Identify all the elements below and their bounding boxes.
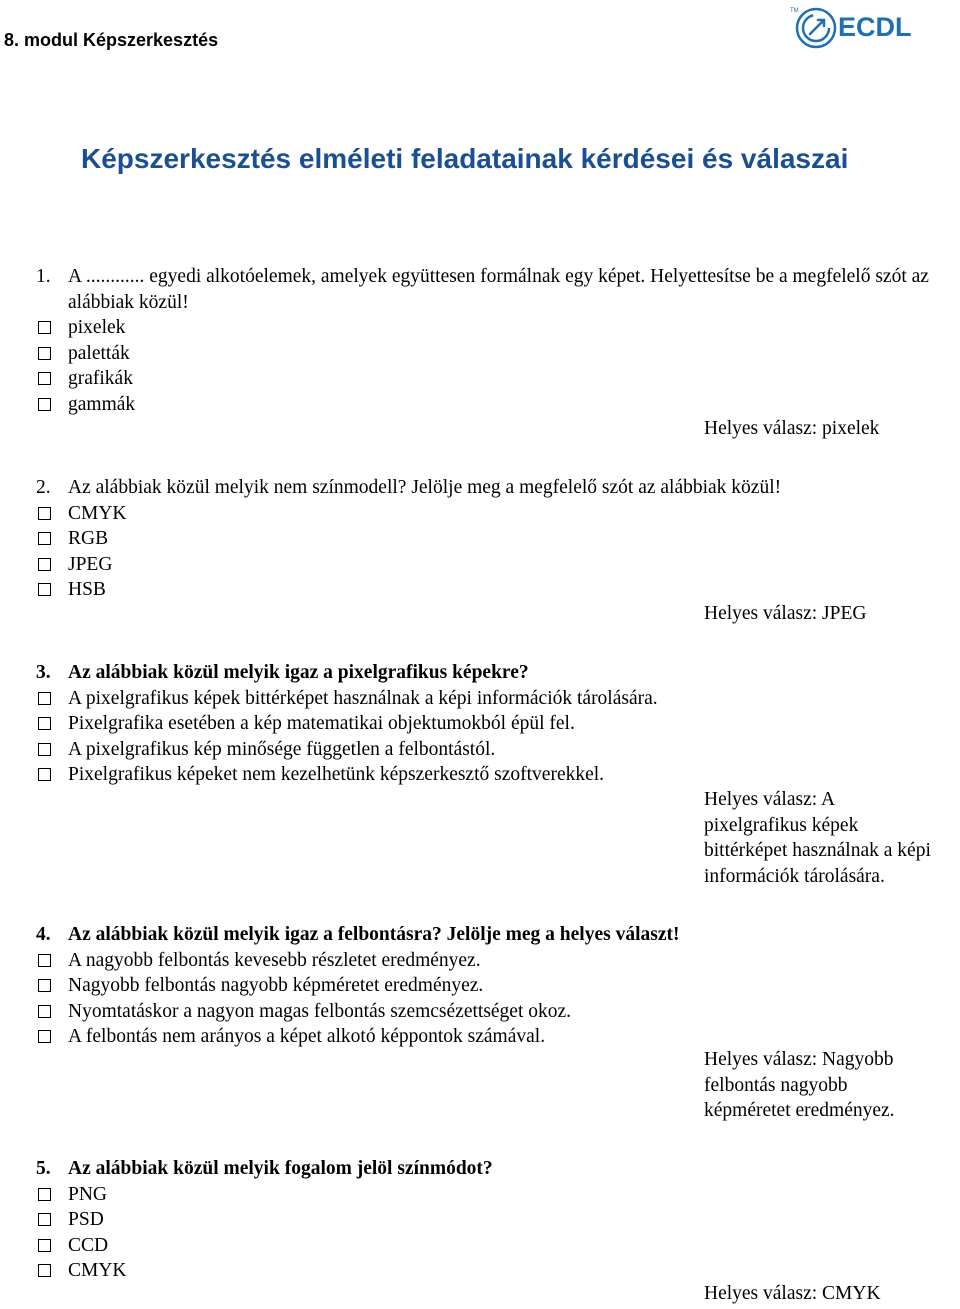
checkbox-icon[interactable] — [38, 717, 51, 730]
question-1-number: 1. — [36, 266, 51, 287]
checkbox-icon[interactable] — [38, 1188, 51, 1201]
question-3 — [0, 660, 960, 788]
checkbox-icon[interactable] — [38, 372, 51, 385]
checkbox-icon[interactable] — [38, 347, 51, 360]
logo-text: ECDL — [838, 12, 912, 42]
option[interactable]: Pixelgrafika esetében a kép matematikai objektumokból épül fel. — [0, 711, 960, 737]
question-2-number: 2. — [36, 477, 51, 498]
question-4-text: 4. Az alábbiak közül melyik igaz a felbontásra? Jelölje meg a helyes választ! — [0, 922, 960, 948]
question-3-number: 3. — [36, 662, 51, 683]
logo-trademark: TM — [790, 8, 799, 14]
option[interactable]: PNG — [0, 1182, 960, 1208]
checkbox-icon[interactable] — [38, 768, 51, 781]
option[interactable]: HSB — [0, 577, 960, 603]
option[interactable]: paletták — [0, 341, 960, 367]
checkbox-icon[interactable] — [38, 743, 51, 756]
option[interactable]: grafikák — [0, 366, 960, 392]
option[interactable]: A nagyobb felbontás kevesebb részletet eredményez. — [0, 948, 960, 974]
option[interactable]: CCD — [0, 1233, 960, 1259]
option[interactable]: gammák — [0, 392, 960, 418]
question-4 — [0, 922, 960, 1050]
checkbox-icon[interactable] — [38, 692, 51, 705]
document-title: Képszerkesztés elméleti feladatainak kérdései és válaszai — [81, 143, 849, 174]
checkbox-icon[interactable] — [38, 1030, 51, 1043]
checkbox-icon[interactable] — [38, 1005, 51, 1018]
question-1-text: 1. A ............ egyedi alkotóelemek, amelyek együttesen formálnak egy képet. Helyettesítse be a megfelelő szót az alábbiak közül! — [36, 266, 929, 313]
ecdl-logo — [790, 4, 920, 52]
question-2-text: 2. Az alábbiak közül melyik nem színmodell? Jelölje meg a megfelelő szót az alábbiak közül! — [0, 475, 960, 501]
checkbox-icon[interactable] — [38, 1213, 51, 1226]
option[interactable]: Nyomtatáskor a nagyon magas felbontás szemcsézettséget okoz. — [0, 999, 960, 1025]
answer-2: Helyes válasz: JPEG — [704, 603, 867, 624]
question-5 — [0, 1156, 960, 1284]
question-5-text: 5. Az alábbiak közül melyik fogalom jelöl színmódot? — [0, 1156, 960, 1182]
checkbox-icon[interactable] — [38, 507, 51, 520]
option[interactable]: JPEG — [0, 552, 960, 578]
answer-1: Helyes válasz: pixelek — [704, 418, 880, 439]
question-3-text: 3. Az alábbiak közül melyik igaz a pixelgrafikus képekre? — [0, 660, 960, 686]
option[interactable]: A pixelgrafikus kép minősége független a felbontástól. — [0, 737, 960, 763]
answer-5: Helyes válasz: CMYK — [704, 1283, 881, 1304]
checkbox-icon[interactable] — [38, 398, 51, 411]
checkbox-icon[interactable] — [38, 583, 51, 596]
checkbox-icon[interactable] — [38, 1264, 51, 1277]
option[interactable]: CMYK — [0, 1258, 960, 1284]
option[interactable]: pixelek — [0, 315, 960, 341]
checkbox-icon[interactable] — [38, 532, 51, 545]
answer-3: Helyes válasz: A pixelgrafikus képek bittérképet használnak a képi információk tárolására. — [704, 789, 931, 887]
question-1 — [0, 264, 960, 417]
option[interactable]: RGB — [0, 526, 960, 552]
option[interactable]: A felbontás nem arányos a képet alkotó képpontok számával. — [0, 1024, 960, 1050]
ecdl-emblem-icon — [794, 6, 838, 50]
checkbox-icon[interactable] — [38, 558, 51, 571]
checkbox-icon[interactable] — [38, 954, 51, 967]
checkbox-icon[interactable] — [38, 321, 51, 334]
option[interactable]: Nagyobb felbontás nagyobb képméretet eredményez. — [0, 973, 960, 999]
answer-4: Helyes válasz: Nagyobb felbontás nagyobb képméretet eredményez. — [704, 1049, 895, 1121]
module-title: 8. modul Képszerkesztés — [4, 30, 219, 50]
checkbox-icon[interactable] — [38, 979, 51, 992]
question-2 — [0, 475, 960, 603]
question-5-number: 5. — [36, 1158, 51, 1179]
checkbox-icon[interactable] — [38, 1239, 51, 1252]
option[interactable]: CMYK — [0, 501, 960, 527]
option[interactable]: Pixelgrafikus képeket nem kezelhetünk képszerkesztő szoftverekkel. — [0, 762, 960, 788]
question-4-number: 4. — [36, 924, 51, 945]
option[interactable]: PSD — [0, 1207, 960, 1233]
option[interactable]: A pixelgrafikus képek bittérképet használnak a képi információk tárolására. — [0, 686, 960, 712]
